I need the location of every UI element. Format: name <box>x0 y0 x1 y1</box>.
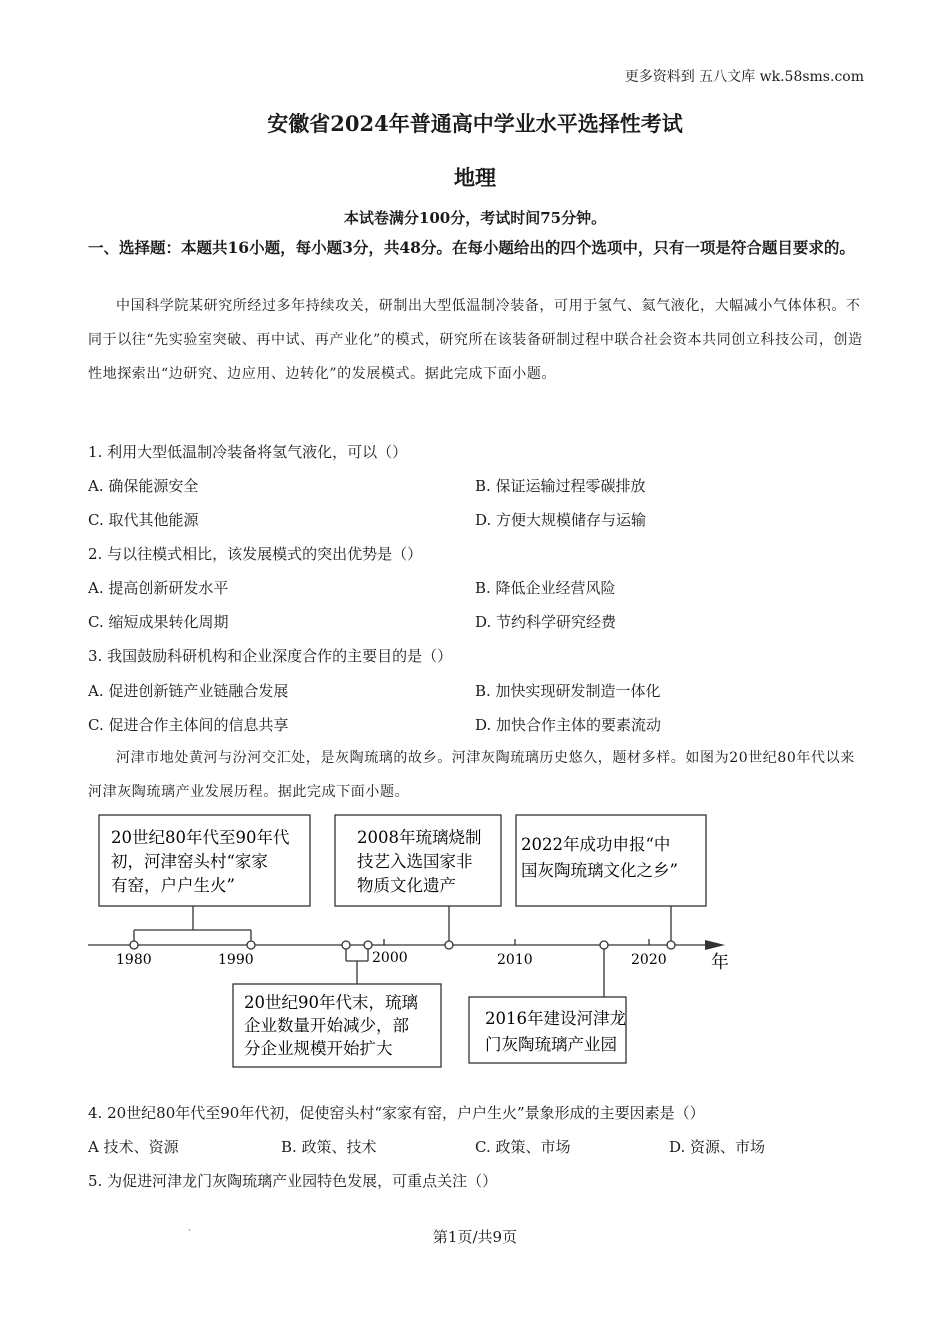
question-2-stem: 2. 与以往模式相比，该发展模式的突出优势是（） <box>88 545 423 563</box>
question-4-option-b: B. 政策、技术 <box>281 1138 377 1156</box>
timeline-box-1980s-line-2: 初，河津窑头村“家家 <box>111 852 268 871</box>
timeline-box-1990s-late-line-1: 20世纪90年代末，琉璃 <box>244 993 418 1012</box>
question-1-option-c: C. 取代其他能源 <box>88 511 199 529</box>
timeline-point <box>247 941 255 949</box>
question-3-option-a: A. 促进创新链产业链融合发展 <box>88 682 289 700</box>
question-2-option-a: A. 提高创新研发水平 <box>88 579 229 597</box>
question-3-stem: 3. 我国鼓励科研机构和企业深度合作的主要目的是（） <box>88 647 453 665</box>
timeline-diagram <box>0 805 950 1070</box>
timeline-box-1990s-late-line-3: 分企业规模开始扩大 <box>244 1039 393 1058</box>
question-2-option-b: B. 降低企业经营风险 <box>475 579 616 597</box>
question-4-option-a: A 技术、资源 <box>88 1138 179 1156</box>
timeline-box-2008-line-2: 技艺入选国家非 <box>357 852 473 871</box>
question-4-option-c: C. 政策、市场 <box>475 1138 571 1156</box>
question-5-stem: 5. 为促进河津龙门灰陶琉璃产业园特色发展，可重点关注（） <box>88 1172 498 1190</box>
timeline-point <box>342 941 350 949</box>
page-number: 第1页/共9页 <box>432 1228 518 1246</box>
timeline-point <box>364 941 372 949</box>
exam-info: 本试卷满分100分，考试时间75分钟。 <box>343 209 607 227</box>
question-1-option-b: B. 保证运输过程零碳排放 <box>475 477 646 495</box>
section-heading: 一、选择题：本题共16小题，每小题3分，共48分。在每小题给出的四个选项中，只有一项是符合题目要求的。 <box>88 238 855 257</box>
exam-title: 安徽省2024年普通高中学业水平选择性考试 <box>267 111 683 136</box>
passage-2: 河津市地处黄河与汾河交汇处，是灰陶琉璃的故乡。河津灰陶琉璃历史悠久，题材多样。如图为20世纪80年代以来河津灰陶琉璃产业发展历程。据此完成下面小题。 <box>88 750 855 800</box>
timeline-tick-2000: 2000 <box>372 950 408 966</box>
timeline-box-2022-line-1: 2022年成功申报“中 <box>521 835 671 854</box>
question-1-option-d: D. 方便大规模储存与运输 <box>475 511 647 529</box>
watermark: 更多资料到 五八文库 wk.58sms.com <box>624 69 864 85</box>
question-3-option-b: B. 加快实现研发制造一体化 <box>475 682 661 700</box>
question-4-option-d: D. 资源、市场 <box>669 1138 766 1156</box>
question-4-stem: 4. 20世纪80年代至90年代初，促使窑头村“家家有窑，户户生火”景象形成的主要因素是（） <box>88 1104 705 1122</box>
question-3-option-c: C. 促进合作主体间的信息共享 <box>88 716 289 734</box>
timeline-tick-1980: 1980 <box>116 952 152 968</box>
timeline-tick-2010: 2010 <box>497 952 533 968</box>
timeline-box-1980s-line-3: 有窑，户户生火” <box>111 876 235 895</box>
timeline-box-2016-line-2: 门灰陶琉璃产业园 <box>485 1035 617 1054</box>
timeline-point <box>600 941 608 949</box>
timeline-box-2008-line-3: 物质文化遗产 <box>357 876 456 895</box>
timeline-axis-unit: 年 <box>711 952 729 973</box>
timeline-box-1990s-late-line-2: 企业数量开始减少，部 <box>244 1016 409 1035</box>
timeline-box-2022-line-2: 国灰陶琉璃文化之乡” <box>521 861 678 880</box>
question-1-stem: 1. 利用大型低温制冷装备将氢气液化，可以（） <box>88 443 408 461</box>
timeline-point <box>130 941 138 949</box>
timeline-tick-2020: 2020 <box>631 952 667 968</box>
question-2-option-d: D. 节约科学研究经费 <box>475 613 617 631</box>
question-3-option-d: D. 加快合作主体的要素流动 <box>475 716 662 734</box>
timeline-point <box>445 941 453 949</box>
timeline-tick-1990: 1990 <box>218 952 254 968</box>
question-2-option-c: C. 缩短成果转化周期 <box>88 613 229 631</box>
timeline-point <box>667 941 675 949</box>
timeline-box-2016-line-1: 2016年建设河津龙 <box>485 1009 626 1028</box>
exam-subject: 地理 <box>454 165 496 190</box>
timeline-axis-arrow-icon <box>705 940 725 950</box>
timeline-box-2008-line-1: 2008年琉璃烧制 <box>357 828 482 847</box>
question-1-option-a: A. 确保能源安全 <box>88 477 199 495</box>
stray-mark: · <box>188 1226 191 1235</box>
passage-1: 中国科学院某研究所经过多年持续攻关，研制出大型低温制冷装备，可用于氢气、氦气液化，大幅减小气体体积。不同于以往“先实验室突破、再中试、再产业化”的模式，研究所在该装备研制过程中联合社会资本共同创立科技公司，创造性地探索出“边研究、边应用、边转化”的发展模式。据此完成下面小题。 <box>88 298 863 382</box>
timeline-box-1980s-line-1: 20世纪80年代至90年代 <box>111 828 290 847</box>
